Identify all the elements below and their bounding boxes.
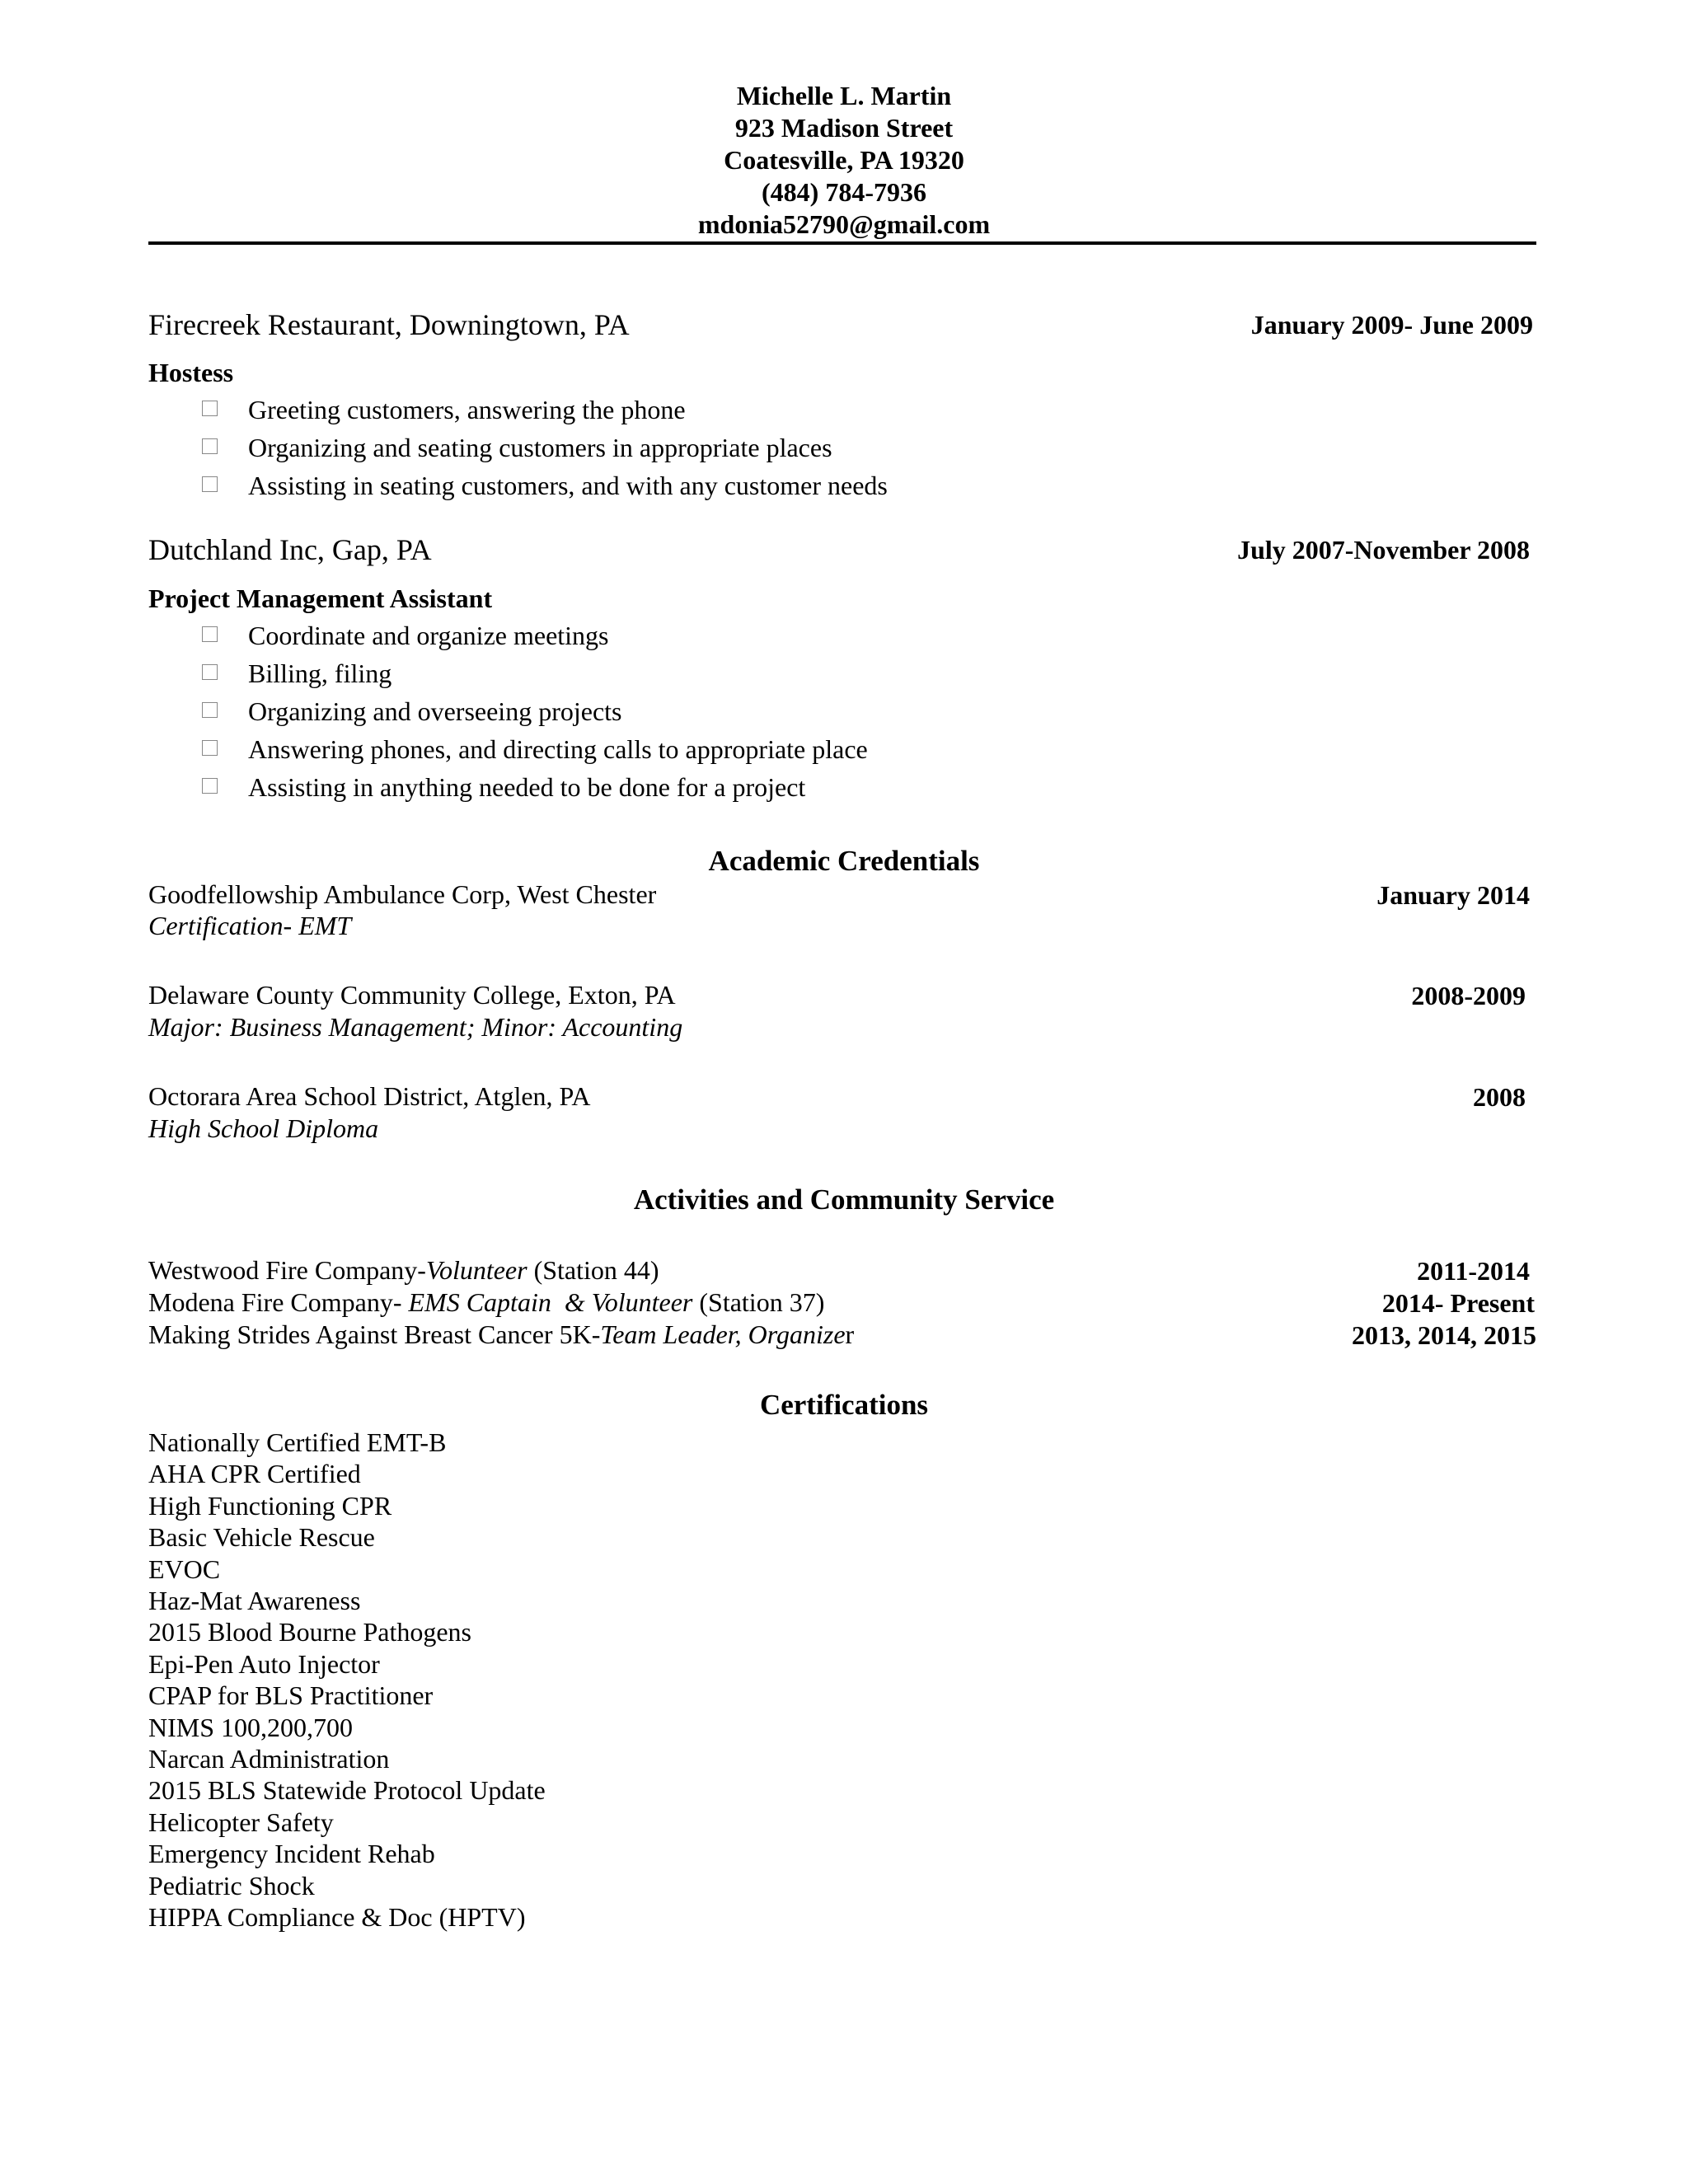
applicant-name: Michelle L. Martin xyxy=(736,81,952,110)
contact-header xyxy=(0,80,1688,241)
certification-item: 2015 BLS Statewide Protocol Update xyxy=(148,1775,546,1806)
certification-item: 2015 Blood Bourne Pathogens xyxy=(148,1617,471,1647)
activity-description: Making Strides Against Breast Cancer 5K-Team Leader, Organizer xyxy=(148,1319,855,1349)
academic-entry xyxy=(148,979,1536,1012)
activity-dates: 2011-2014 xyxy=(1417,1256,1530,1286)
checkbox-bullet-icon xyxy=(202,626,218,642)
activity-description: Westwood Fire Company-Volunteer (Station 44) xyxy=(148,1255,659,1285)
activities-heading: Activities and Community Service xyxy=(633,1183,1055,1216)
academic-detail: Certification- EMT xyxy=(148,911,352,940)
checkbox-bullet-icon xyxy=(202,664,218,680)
activity-description: Modena Fire Company- EMS Captain & Volunteer (Station 37) xyxy=(148,1287,825,1317)
email-address: mdonia52790@gmail.com xyxy=(697,209,991,239)
academic-detail: High School Diploma xyxy=(148,1113,379,1143)
employer-name: Firecreek Restaurant, Downingtown, PA xyxy=(148,308,630,341)
activity-dates: 2013, 2014, 2015 xyxy=(1352,1320,1536,1350)
certifications-heading: Certifications xyxy=(759,1389,929,1421)
resume-page: Michelle L. Martin 923 Madison Street Coatesville, PA 19320 (484) 784-7936 mdonia52790@gmail.com Firecreek Restaurant, Downingtown, PA January 2009- June 2009 Hostess Greeting customers, answering the phone Organizing and seating customers in appropriate places Assisting in seating customers, and with any customer needs Dutchland Inc, Gap, PA July 2007-November 2008 Project Management Assistant Coordinate and organize meetings Billing, filing Organizing and overseeing projects Answering phones, and directing calls to appropriate place Assisting in anything needed to be done for a project Academic Credentials Goodfellowship Ambulance Corp, West Chester January 2014 Certification- EMT Delaware County Community College, Exton, PA 2008-2009 Major: Business Management; Minor: Accounting Octorara Area School District, Atglen, PA 2008 High School Diploma Activities and Community Service Westwood Fire Company-Volunteer (Station 44) 2011-2014 Modena Fire Company- EMS Captain & Volunteer (Station 37) 2014- Present Making Strides Against Breast Cancer 5K-Team Leader, Organizer 2013, 2014, 2015 Certifications Nationally Certified EMT-B AHA CPR Certified High Functioning CPR Basic Vehicle Rescue EVOC Haz-Mat Awareness 2015 Blood Bourne Pathogens Epi-Pen Auto Injector CPAP for BLS Practitioner NIMS 100,200,700 Narcan Administration 2015 BLS Statewide Protocol Update Helicopter Safety Emergency Incident Rehab Pediatric Shock HIPPA Compliance & Doc (HPTV) xyxy=(0,0,1688,2184)
checkbox-bullet-icon xyxy=(202,401,218,416)
checkbox-bullet-icon xyxy=(202,438,218,454)
certification-item: HIPPA Compliance & Doc (HPTV) xyxy=(148,1902,526,1933)
academic-detail: Major: Business Management; Minor: Accounting xyxy=(148,1012,683,1042)
street-address: 923 Madison Street xyxy=(734,113,954,143)
academic-date: January 2014 xyxy=(1376,880,1530,910)
institution-name: Delaware County Community College, Exton, PA xyxy=(148,980,676,1010)
city-state-zip: Coatesville, PA 19320 xyxy=(724,145,964,175)
checkbox-bullet-icon xyxy=(202,702,218,718)
certification-item: High Functioning CPR xyxy=(148,1490,392,1521)
activity-dates: 2014- Present xyxy=(1381,1288,1535,1318)
employment-dates: January 2009- June 2009 xyxy=(1250,310,1533,340)
certification-item: Nationally Certified EMT-B xyxy=(148,1427,447,1457)
academic-entry xyxy=(148,879,1536,912)
academic-date: 2008-2009 xyxy=(1411,981,1526,1010)
certification-item: Helicopter Safety xyxy=(148,1807,334,1837)
academic-entry xyxy=(148,1080,1536,1113)
activity-entry xyxy=(148,1319,1536,1352)
employment-dates: July 2007-November 2008 xyxy=(1237,535,1530,565)
certification-item: Narcan Administration xyxy=(148,1744,390,1774)
job-title: Hostess xyxy=(148,358,234,387)
certification-list xyxy=(148,1427,546,1933)
certification-item: EVOC xyxy=(148,1554,221,1584)
institution-name: Octorara Area School District, Atglen, PA xyxy=(148,1081,591,1111)
certification-item: Haz-Mat Awareness xyxy=(148,1586,361,1616)
certification-item: AHA CPR Certified xyxy=(148,1459,361,1489)
certification-item: Pediatric Shock xyxy=(148,1870,315,1900)
job-title: Project Management Assistant xyxy=(148,583,493,613)
checkbox-bullet-icon xyxy=(202,740,218,756)
academic-date: 2008 xyxy=(1473,1082,1526,1112)
employer-name: Dutchland Inc, Gap, PA xyxy=(148,533,432,566)
certification-item: Basic Vehicle Rescue xyxy=(148,1522,375,1553)
activity-entry xyxy=(148,1254,1536,1287)
phone-number: (484) 784-7936 xyxy=(762,177,926,207)
certification-item: NIMS 100,200,700 xyxy=(148,1712,354,1742)
institution-name: Goodfellowship Ambulance Corp, West Chester xyxy=(148,879,657,909)
certification-item: CPAP for BLS Practitioner xyxy=(148,1680,434,1711)
job-header xyxy=(148,308,1536,341)
checkbox-bullet-icon xyxy=(202,778,218,794)
certification-item: Emergency Incident Rehab xyxy=(148,1839,435,1869)
academic-heading: Academic Credentials xyxy=(708,845,980,877)
checkbox-bullet-icon xyxy=(202,476,218,492)
job-header xyxy=(148,533,1536,566)
activity-entry xyxy=(148,1286,1536,1319)
certification-item: Epi-Pen Auto Injector xyxy=(148,1648,380,1679)
header-divider xyxy=(148,241,1536,245)
